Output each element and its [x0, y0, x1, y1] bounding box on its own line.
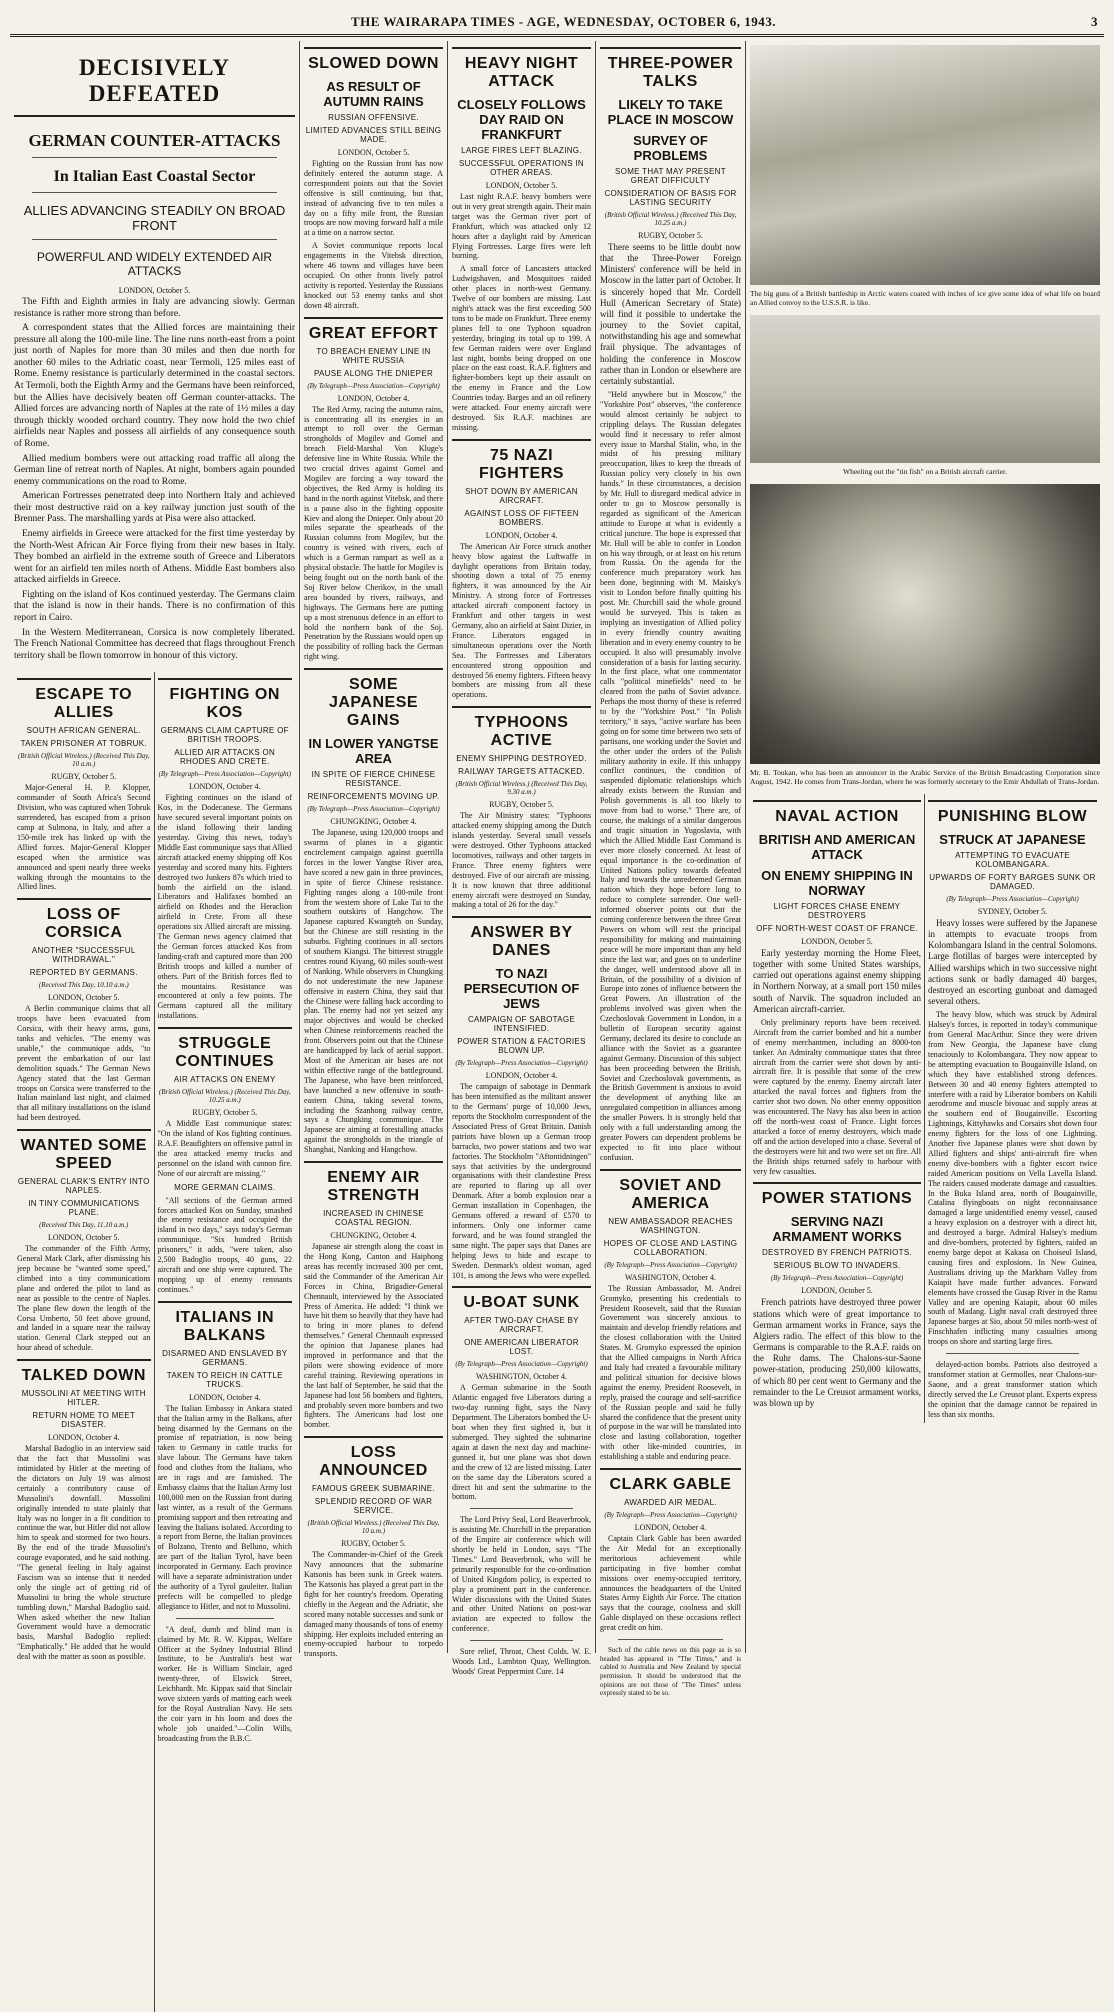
loss-dateline: RUGBY, October 5. — [341, 1539, 406, 1549]
uboat-dateline: WASHINGTON, October 4. — [476, 1372, 567, 1382]
talks-credit: (British Official Wireless.) (Received This Day, 10.25 a.m.) — [604, 211, 737, 227]
corsica-dateline: LONDON, October 5. — [47, 993, 120, 1003]
corsica-deck: ANOTHER "SUCCESSFUL WITHDRAWAL." — [31, 946, 136, 965]
struggle-deck: MORE GERMAN CLAIMS. — [174, 1182, 276, 1192]
nazi-deck: AGAINST LOSS OF FIFTEEN BOMBERS. — [464, 508, 579, 527]
slowed-deck: LIMITED ADVANCES STILL BEING MADE. — [305, 126, 442, 144]
balkans-body: "A deaf, dumb and blind man is claimed by Mr. R. W. Kippax, Welfare Officer at the Sydney Industrial Blind Institute, to be Australia's best war worker. He is William Sinclair, aged twenty-three, of Elswick Street, Leichhardt. Mr. Kippax said that Sinclair wove sixteen yards of matting each week for the Royal Australian Navy. He sets the coir yarn in his loom and does the whole job unaided."—Colin Wills, broadcasting from the B.B.C. — [157, 1624, 292, 1743]
bottom-subcolumns — [750, 794, 1100, 1423]
page-number: 3 — [1091, 14, 1098, 29]
loss-credit: (British Official Wireless.) (Received This Day, 10 a.m.) — [307, 1519, 440, 1536]
divider — [470, 1508, 573, 1509]
corsica-body: A Berlin communique claims that all troops have been evacuated from Corsica, with their heavy arms, guns, tanks and vehicles. "The enemy was unable," the communique adds, "to prevent the embarkation of our last demolition squads." The German News Agency stated that the last German troops on Corsica were transferred to the Italian mainland last night, and claimed that all military installations on the island had been destroyed. — [17, 1004, 151, 1123]
soviet-headline: SOVIET AND AMERICA — [600, 1169, 741, 1213]
japanese-headline: SOME JAPANESE GAINS — [304, 668, 443, 730]
speed-credit: (Received This Day, 11.10 a.m.) — [39, 1221, 129, 1230]
columns — [10, 41, 1104, 1743]
naval-dateline: LONDON, October 5. — [801, 937, 873, 946]
slowed-body: A Soviet communique reports local engagements in the Vitebsk direction, where 46 towns and villages have been occupied. On other fronts lively patrol activity is reported. Yesterday the Russians knocked out 53 enemy tanks and shot down 48 aircraft. — [304, 241, 443, 310]
power-headline: POWER STATIONS — [753, 1182, 921, 1208]
corsica-deck: REPORTED BY GERMANS. — [29, 968, 138, 978]
lead-subhead-2: In Italian East Coastal Sector — [53, 168, 256, 185]
effort-body: The Red Army, racing the autumn rains, is concentrating all its energies in an attempt to roll over the German strongholds of Mogilev and Gomel and breach Field-Marshal Von Kluge's defensive line in White Russia. While the two crucial drives against Gomel and Mogilev are forcing a way toward the objectives, the Red Army is holding its hand in the north against Vitebsk, and there is a pause also in the fighting opposite Kiev and along the Dnieper. Only about 20 miles separate the spearheads of the Russian columns from Mogilev, but the country is veined with rivers, each of which is a German rampart as well as a physical obstacle. The battle for Mogilev is being fought out on the north bank of the Soj River below Cherikov, in the small area bounded by rivers, railways, and highways. The Germans here are putting up a most strenuous defence in an effort to hold the northern bank of the Soj. Penetration by the Russians would open up the possibility of rolling back the German right wing. — [304, 404, 443, 662]
danes-deck: TO NAZI PERSECUTION OF JEWS — [463, 966, 580, 1012]
speed-deck: IN TINY COMMUNICATIONS PLANE. — [28, 1199, 140, 1218]
lead-deck-2: POWERFUL AND WIDELY EXTENDED AIR ATTACKS — [36, 250, 273, 278]
strength-deck: INCREASED IN CHINESE COASTAL REGION. — [323, 1209, 424, 1228]
danes-credit: (By Telegraph—Press Association—Copyright) — [455, 1059, 588, 1068]
danes-deck: POWER STATION & FACTORIES BLOWN UP. — [457, 1037, 586, 1056]
escape-deck: TAKEN PRISONER AT TOBRUK. — [20, 739, 147, 749]
struggle-headline: STRUGGLE CONTINUES — [158, 1027, 293, 1071]
naval-body: Only preliminary reports have been received. Aircraft from the carrier bombed and hit a number of enemy merchantmen, including an 8000-ton tanker. An Admiralty communique states that three aircraft from the carrier were shot down by anti-aircraft fire. It is possible that some of the crew were captured by the enemy. Enemy aircraft later attacked the naval forces and fighters from the carrier shot two down. No other enemy opposition was encountered. The Navy has also been in action off the north-west coast of France. Light forces attacked a force of enemy destroyers, which made off and the action developed into a chase. Several of the destroyers were hit and two were set on fire. All the British ships returned safely to harbour with very few casualties. — [753, 1017, 921, 1176]
talks-deck: SURVEY OF PROBLEMS — [633, 133, 708, 163]
gable-body: Captain Clark Gable has been awarded the Air Medal for an exceptionally meritorious achievement while participating in five bomber combat missions over enemy-occupied territory, announces the headquarters of the United States Army Eighth Air Force. The citation says that the courage, coolness and skill Gable displayed on these occasions reflect great credit on him. — [600, 1534, 741, 1633]
power-deck: DESTROYED BY FRENCH PATRIOTS. — [761, 1248, 913, 1258]
battleship-ice-photo — [750, 45, 1100, 285]
typhoons-headline: TYPHOONS ACTIVE — [452, 706, 591, 750]
speed-body: The commander of the Fifth Army, General Mark Clark, after dismissing his jeep because he "wanted some speed," climbed into a tiny communications plane and ordered the pilot to land as near as possible to the centre of Naples. The plane flew down the length of the Corsa Umberto, 50 feet above ground, and landed in a square near the railway station. General Clark stepped out an hour ahead of schedule. — [17, 1244, 151, 1353]
effort-deck: PAUSE ALONG THE DNIEPER — [313, 368, 434, 378]
talks-body: There seems to be little doubt now that the Three-Power Foreign Ministers' conference will be held in Moscow in the latter part of October. It is sincerely hoped that Mr. Cordell Hull (American Secretary of State) will find it possible to undertake the journey to the Soviet capital, notwithstanding his age and somewhat frail physique. The advantages of holding the conference in Moscow rather than in London or elsewhere are certainly substantial. — [600, 242, 741, 386]
soviet-dateline: WASHINGTON, October 4. — [625, 1272, 716, 1282]
column-2 — [300, 41, 448, 1659]
soviet-body: The Russian Ambassador, M. Andrei Gromyko, presenting his credentials to President Roosevelt, said that the Russian Government was sincerely anxious to maintain and develop friendly relations and the closest collaboration with the United States. M. Gromyko expressed the opinion that the Allied campaigns in North Africa and Italy had created a favourable military and political situation for decisive blows against the enemy. President Roosevelt, in reply, praised the courage and self-sacrifice of the Russian people and said he fully shared the confidence that the present unity of purpose in the war will be translated into close and lasting collaboration, together with other like-minded countries, in establishing a stable and enduring peace. — [600, 1283, 741, 1462]
heavy-deck: SUCCESSFUL OPERATIONS IN OTHER AREAS. — [459, 159, 584, 177]
struggle-dateline: RUGBY, October 5. — [192, 1108, 258, 1118]
power-credit: (By Telegraph—Press Association—Copyright) — [770, 1274, 904, 1283]
typhoons-deck: RAILWAY TARGETS ATTACKED. — [458, 767, 585, 777]
balkans-body: The Italian Embassy in Ankara stated that the Italian army in the Balkans, after being disarmed by the Germans on the promise of repatriation, is now being taken to Germany in cattle trucks for slave labour. The Germans have taken food and clothes from the Italians, who are in rags and are famished. The Embassy claims that the Italian Army lost 100,000 men on the Russian front during last winter, as a result of the Germans promising support and then retreating and leaving the Italians isolated. According to a report from Berne, the Italian provinces of Bolzano, Trento and Belluno, which are part of the Italian Tyrol, have been incorporated in Germany. Each province will have a separate administration under the authority of a Tyrol gauleiter. Italian prefects will be compelled to pledge allegiance to Hitler, and not to Mussolini. — [157, 1403, 292, 1611]
power-dateline: LONDON, October 5. — [801, 1286, 873, 1296]
escape-dateline: RUGBY, October 5. — [51, 772, 117, 782]
lead-paragraph: In the Western Mediterranean, Corsica is now completely liberated. The French National Committee has decreed that flags throughout French territory shall be flown tomorrow in honour of this victory. — [14, 627, 295, 661]
slowed-deck: AS RESULT OF AUTUMN RAINS — [323, 79, 424, 109]
column-lead — [10, 41, 300, 1743]
uboat-deck: AFTER TWO-DAY CHASE BY AIRCRAFT. — [464, 1316, 579, 1335]
lead-paragraph: The Fifth and Eighth armies in Italy are advancing slowly. German resistance is rather more strong than before. — [14, 297, 295, 319]
naval-deck: ON ENEMY SHIPPING IN NORWAY — [761, 868, 913, 898]
heavy-deck: CLOSELY FOLLOWS DAY RAID ON FRANKFURT — [457, 97, 586, 142]
soviet-deck: HOPES OF CLOSE AND LASTING COLLABORATION. — [603, 1238, 738, 1257]
uboat-headline: U-BOAT SUNK — [452, 1286, 591, 1312]
lead-paragraph: Allied medium bombers were out attacking road traffic all along the German line of retreat north of Naples. At night, bombers again pounded enemy communications on the road to Rome. — [14, 453, 295, 487]
naval-headline: NAVAL ACTION — [753, 800, 921, 826]
masthead-title: THE WAIRARAPA TIMES - AGE, WEDNESDAY, OCTOBER 6, 1943. — [350, 14, 777, 29]
speed-dateline: LONDON, October 5. — [47, 1233, 120, 1243]
typhoons-body: The Air Ministry states: "Typhoons attacked enemy shipping among the Dutch islands yesterday. Several small vessels were destroyed. Other Typhoons attacked locomotives, railways and other targets in France. Three enemy fighters were destroyed. Five of our aircraft are missing. It is now known that three additional enemy aircraft were destroyed on Sunday, making a total of 26 for the day." — [452, 811, 591, 910]
talks-body: "Held anywhere but in Moscow," the "Yorkshire Post" observes, "the conference would almost certainly be subject to crippling delays. The Russian delegates would find it necessary to refer almost every issue to Marshal Stalin, who, in the midst of his pressing military preoccupation, likes to keep the threads of Russian policy very closely in his own hands." In these circumstances, a decision by Mr. Hull to disregard medical advice in order to go to Moscow personally is regarded as significant of the American attitude to Europe at what is evidently a critical juncture. The hope is expressed that Mr. Hull will be able to confer in London on his way through, or at least on his return from Russia. On the agenda for the conference much preparatory work has been done, beginning with M. Maisky's visit to London before finally quitting his post. Mr. Churchill said the whole ground would be surveyed. This is taken as implying an investigation of Allied policy in every friendly country awaiting liberation and in every enemy country to be occupied. It also will presumably involve consideration of a basis for lasting security. In the first place, what one commentator calls "political minefields" need to be cleared from the paths of Soviet advance. Perhaps the most thorny of these is referred to by the "Yorkshire Post." "In Polish territory," it says, "active warfare has been going on for some time between two sets of partisans, one working under the Soviet and the other under the orders of the Polish military authority in exile. If this unhappy conflict continues, the condition of suspended diplomatic relationships which already exists between the Russian and Polish governments is all too likely to move from bad to worse." There are, of course, the makings of a similar dangerous and tragic situation in Yugoslavia, with which the Allied Middle East Command is ever more closely concerned. At least of equal importance is the co-ordination of United Nations policy towards defeated Italy and towards the unredeemed German nation which they hope before long to reduce to complete surrender. One well-informed observer points out that the coming conference between the three Great Powers on whom will rest the principal responsibility for making and maintaining peace will be more important than any held since the last war, and goes on to underline the danger, well understood above all in Britain, of the possibility of a division of Europe into zones of influence between the Great Powers. An illustration of the problems involved was given when the Czechoslovak Government in London, in a bulletin of European security against Germany, declared its desire to conclude an alliance with the Soviet as a guarantee against Germany. Discussion of this subject has been proceeding between the British, Soviet and Czechoslovak governments, as the British Government is anxious to avoid the development of anything like an unregulated competition in alliances among the smaller Powers. It is strongly held that only with a full understanding among the greater Powers can dependent problems be expected to fit into place without confusion. — [600, 390, 741, 1162]
loss-body: The Commander-in-Chief of the Greek Navy announces that the submarine Katsonis has been sunk in Greek waters. The Katsonis has played a great part in the fight for her country's freedom. Operating chiefly in the Aegean and the Adriatic, she scored many notable successes and sunk or damaged many thousands of tons of enemy shipping. Her exploits included entering an enemy-occupied harbour to torpedo transports. — [304, 1550, 443, 1659]
punishing-headline: PUNISHING BLOW — [928, 800, 1097, 826]
typhoons-dateline: RUGBY, October 5. — [489, 800, 554, 810]
heavy-dateline: LONDON, October 5. — [485, 181, 558, 190]
nazi-body: The American Air Force struck another heavy blow against the Luftwaffe in daylight operations from Britain today, shooting down a total of 75 enemy fighters, it was announced by the Air Ministry. A strong force of Fortresses attacked aircraft component factory in Frankfurt and other targets in west Germany, also an airfield at Saint Dizier, in France. Liberators engaged in simultaneous operations over the North Sea. The Fortresses and Liberators encountered strong opposition and destroyed 56 enemy fighters. Fifteen heavy bombers are missing from all these operations. — [452, 541, 591, 700]
balkans-headline: ITALIANS IN BALKANS — [158, 1301, 293, 1345]
balkans-deck: TAKEN TO REICH IN CATTLE TRUCKS. — [166, 1370, 283, 1389]
kos-credit: (By Telegraph—Press Association—Copyright) — [158, 770, 291, 779]
slowed-dateline: LONDON, October 5. — [337, 148, 410, 157]
talks-deck: LIKELY TO TAKE PLACE IN MOSCOW — [607, 97, 734, 127]
heavy-headline: HEAVY NIGHT ATTACK — [452, 47, 591, 91]
japanese-deck: IN SPITE OF FIERCE CHINESE RESISTANCE. — [311, 770, 436, 789]
danes-deck: CAMPAIGN OF SABOTAGE INTENSIFIED. — [467, 1015, 576, 1034]
uboat-credit: (By Telegraph—Press Association—Copyright) — [455, 1360, 588, 1369]
struggle-credit: (British Official Wireless.) (Received This Day, 10.25 a.m.) — [158, 1088, 291, 1105]
kos-body: Fighting continues on the island of Kos, in the Dodecanese. The Germans have secured several important points on the island following their landing yesterday. Giving this news, today's Middle East communique says that Allied aircraft attacked enemy shipping off Kos yesterday and scored many hits. Fighters destroyed two Junkers 87s which tried to bomb the airfield on the island. Liberators and Halifaxes bombed an airfield on Rhodes and the Heraclion airfield in Crete. From all these operations six Allied aircraft are missing. The German news agency claimed that the German forces attacked Kos from landing-craft and captured more than 200 British troops and killed a number of others. Part of the British forces fled to the mountains. Resistance was encountered at only a few points. The Germans captured all the military installations. — [157, 793, 292, 1021]
gable-dateline: LONDON, October 4. — [634, 1523, 707, 1533]
power-deck: SERVING NAZI ARMAMENT WORKS — [772, 1214, 902, 1245]
column-photos — [746, 41, 1104, 1653]
talks-deck: CONSIDERATION OF BASIS FOR LASTING SECURITY — [604, 189, 737, 207]
punishing-deck: UPWARDS OF FORTY BARGES SUNK OR DAMAGED. — [929, 873, 1096, 891]
column-3 — [448, 41, 596, 1676]
japanese-dateline: CHUNGKING, October 4. — [330, 817, 417, 827]
uboat-deck: ONE AMERICAN LIBERATOR LOST. — [464, 1338, 579, 1357]
lead-paragraph: Fighting on the island of Kos continued yesterday. The Germans claim that the island is now in their hands. There is no confirmation of this report in Cairo. — [14, 589, 295, 624]
effort-deck: TO BREACH ENEMY LINE IN WHITE RUSSIA — [316, 346, 431, 365]
slowed-deck: RUSSIAN OFFENSIVE. — [328, 113, 419, 122]
danes-dateline: LONDON, October 4. — [485, 1071, 558, 1081]
escape-deck: SOUTH AFRICAN GENERAL. — [26, 726, 141, 736]
kos-deck: ALLIED AIR ATTACKS ON RHODES AND CRETE. — [174, 748, 276, 767]
advertisement: Sure relief, Throat, Chest Colds. W. E. Woods Ltd., Lambton Quay, Wellington. Woods' Great Peppermint Cure. 14 — [452, 1647, 591, 1676]
lead-headline: DECISIVELY DEFEATED — [14, 55, 295, 117]
power-deck: SERIOUS BLOW TO INVADERS. — [773, 1261, 901, 1271]
punishing-credit: (By Telegraph—Press Association—Copyright) — [946, 895, 1079, 903]
photo-caption: The big guns of a British battleship in Arctic waters coated with inches of ice give some idea of what life on board an Allied convoy to the U.S.S.R. is like. — [750, 289, 1100, 307]
loss-headline: LOSS ANNOUNCED — [304, 1436, 443, 1480]
nazi-dateline: LONDON, October 4. — [485, 530, 558, 540]
loss-deck: SPLENDID RECORD OF WAR SERVICE. — [314, 1497, 433, 1516]
corsica-credit: (Received This Day, 10.10 a.m.) — [38, 981, 129, 990]
lead-dateline: LONDON, October 5. — [118, 286, 191, 295]
naval-deck: BRITISH AND AMERICAN ATTACK — [758, 832, 916, 862]
soviet-deck: NEW AMBASSADOR REACHES WASHINGTON. — [608, 1216, 733, 1235]
corsica-headline: LOSS OF CORSICA — [17, 898, 151, 942]
naval-deck: OFF NORTH-WEST COAST OF FRANCE. — [756, 924, 918, 933]
talked-deck: RETURN HOME TO MEET DISASTER. — [32, 1411, 136, 1430]
effort-credit: (By Telegraph—Press Association—Copyright) — [307, 381, 440, 390]
gable-deck: AWARDED AIR MEDAL. — [624, 1498, 717, 1508]
strength-dateline: CHUNGKING, October 4. — [330, 1231, 417, 1241]
punishing-dateline: SYDNEY, October 5. — [977, 907, 1048, 916]
strength-body: Japanese air strength along the coast in the Hong Kong, Canton and Haiphong areas has recently increased 300 per cent, said the Commander of the American Air Forces in China, Brigadier-General Chennault, interviewed by the Associated Press of America. He added: "I think we have hit them so heavily that they have had to bring in more planes to defend themselves." General Chennault expressed the opinion that Japanese planes had improved in performance and that the pilots were showing evidence of more careful training. Reviewing operations in the last half of September, he said that the Japanese had lost 56 bombers and fighters, and probably seven more bombers and two fighters. The Americans had lost one bomber. — [304, 1242, 443, 1430]
typhoons-credit: (British Official Wireless.) (Received This Day, 9.30 a.m.) — [455, 780, 588, 797]
divider — [946, 1353, 1079, 1354]
talks-headline: THREE-POWER TALKS — [600, 47, 741, 91]
talked-body: Marshal Badoglio in an interview said that the fact that Mussolini was intimidated by Hitler at the meeting of the dictators on July 19 was almost certainly a contributory cause of Mussolini's downfall. Mussolini originally intended to state plainly that Italy was no longer in a fit condition to continue the war, but Hitler did not allow him to speak and stormed for two hours. By the end of the tirade Mussolini's courage evaporated, and he said nothing. "The general feeling in Italy against Fascism was so intense that it needed only the single act of getting rid of Mussolini to bring the whole structure tumbling down," Marshal Badoglio said. When asked whether the new Italian Government would have a democratic basis, Marshal Badoglio replied: "Emphatically." He added that he would deal with the matter as soon as possible. — [17, 1444, 151, 1662]
lead-paragraph: American Fortresses penetrated deep into Northern Italy and achieved their most destructive raid on a key railway junction just south of the Brenner Pass. The marshalling yards at Pisa were also attacked. — [14, 491, 295, 525]
divider — [470, 1640, 573, 1641]
naval-body: Early yesterday morning the Home Fleet, together with some United States warships, carried out operations against enemy shipping in Northern Norway, at a small port 150 miles south of Narvik. The squadron included an American aircraft-carrier. — [753, 948, 921, 1014]
talked-deck: MUSSOLINI AT MEETING WITH HITLER. — [21, 1389, 146, 1408]
escape-credit: (British Official Wireless.) (Received This Day, 10 a.m.) — [17, 752, 150, 769]
lead-paragraph: A correspondent states that the Allied forces are maintaining their pressure all along the 100-mile line. The line runs north-east from a point just north of Naples for more than 30 miles and then due north for another 60 miles to the Adriatic coast, near Termoli, 125 miles east of Rome. Enemy resistance is particularly determined in the coastal sectors. At Termoli, both the Eighth Army and the Germans have been reinforced, but the Allies have decisively beaten off German counter-attacks. The Allied forces are advancing north of Naples at the rate of 1½ miles a day through thickly wooded orchard country. They now hold the two chief airfields near Naples and possess all airfields of any consequence south of Rome. — [14, 323, 295, 449]
naval-deck: LIGHT FORCES CHASE ENEMY DESTROYERS — [773, 902, 901, 920]
uboat-body: The Lord Privy Seal, Lord Beaverbrook, is assisting Mr. Churchill in the preparation of the Empire air conference which will shortly be held in London, says "The Times." Lord Beaverbrook, who will be primarily responsible for the co-ordination of United Kingdom policy, is expected to play a prominent part in the conference. Wider discussions with the United States and other United Nations on post-war aviation are expected to follow the conference. — [452, 1515, 591, 1634]
danes-headline: ANSWER BY DANES — [452, 916, 591, 960]
photo-caption: Wheeling out the "tin fish" on a British aircraft carrier. — [843, 467, 1007, 476]
speed-headline: WANTED SOME SPEED — [17, 1129, 151, 1173]
struggle-deck: AIR ATTACKS ON ENEMY — [173, 1075, 276, 1085]
punishing-deck: STRUCK AT JAPANESE — [939, 832, 1086, 847]
japanese-deck: IN LOWER YANGTSE AREA — [308, 736, 439, 767]
gable-credit: (By Telegraph—Press Association—Copyright) — [604, 1511, 737, 1520]
strength-headline: ENEMY AIR STRENGTH — [304, 1161, 443, 1205]
talks-deck: SOME THAT MAY PRESENT GREAT DIFFICULTY — [615, 167, 726, 185]
japanese-credit: (By Telegraph—Press Association—Copyright) — [307, 805, 440, 814]
speed-deck: GENERAL CLARK'S ENTRY INTO NAPLES. — [17, 1177, 150, 1196]
typhoons-deck: ENEMY SHIPPING DESTROYED. — [456, 754, 587, 764]
escape-headline: ESCAPE TO ALLIES — [17, 678, 151, 722]
slowed-headline: SLOWED DOWN — [304, 47, 443, 73]
heavy-body: A small force of Lancasters attacked Ludwigshaven, and Mosquitoes raided other places in north-west Germany. Twelve of our bombers are missing. Last night's attack was the first exceeding 500 tons to be made on Frankfurt. Three enemy planes fell to one Typhoon squadron yesterday, bringing its total up to 199. A few German raiders were over England last night, bombs being dropped on one place on the east coast. R.A.F. fighters and fighter-bombers kept up their assault on the enemy in France and the Low Countries today. Barges and an oil refinery were attacked. Four enemy aircraft were destroyed. Six R.A.F. machines are missing. — [452, 264, 591, 432]
japanese-body: The Japanese, using 120,000 troops and swarms of planes in a gigantic encirclement campaign against guerrilla forces in the lower Yangtse River area, have scored a new gain in three provinces, in spite of fierce Chinese resistance. Fighting ranges along a 100-mile front from the western shore of Lake Tai to the southern outskirts of Hangchow. The Japanese captured Kwangteh on Sunday, but the Chinese are still resisting in the suburbs. Fighting continues in all sectors of southern Kiangsi. The bitterest struggle centres round Kiyang, 60 miles south-west of Nanking. While observers in Chungking do not underestimate the new Japanese offensive in eastern China, they said that the Chinese were falling back according to plan. The enemy had not yet seized any major objectives and would be checked when Chinese reinforcements reached the front. Observers point out that the Chinese are handicapped by lack of aerial support. Most of the American air bases are not within effective range of the battleground. The Japanese, who have been reinforced, have launched a new offensive in south-eastern China, taking several towns, including the Szanhong railway centre, says a Chungking communique. The Japanese are aiming at forestalling attacks against the strongholds in the triangle of Shanghai, Nanking and Hangchow. — [304, 828, 443, 1155]
subcolumn-naval — [750, 794, 925, 1423]
danes-body: The campaign of sabotage in Denmark has been intensified as the militant answer to the Germans' purge of 10,000 Jews, reports the Stockholm correspondent of the Associated Press of Great Britain. Danish patriots have blown up a German troop barracks, two power stations and two war factories. The Stockholm "Aftontidningen" says that activities by the underground organisations with their clandestine Press are reported to flaring up all over Denmark. After a bomb explosion near a German installation in Copenhagen, the Germans offered a reward of £570 to informers. Only one informer came forward, and he was found strangled the same night. The paper says that Danes are helping Jews to hide and escape to Sweden. Denmark's oldest woman, aged 101, is among the Jews who were expelled. — [452, 1082, 591, 1280]
effort-headline: GREAT EFFORT — [304, 317, 443, 343]
loss-deck: FAMOUS GREEK SUBMARINE. — [312, 1484, 435, 1494]
divider — [32, 192, 277, 193]
gable-headline: CLARK GABLE — [600, 1468, 741, 1494]
heavy-body: Last night R.A.F. heavy bombers were out in very great strength again. Their main target was the German river port of Frankfurt, which was attacked only 12 hours after a daylight raid by American Flying Fortresses. Large fires were left burning. — [452, 192, 591, 261]
lead-deck-1: ALLIES ADVANCING STEADILY ON BROAD FRONT — [23, 203, 286, 233]
japanese-deck: REINFORCEMENTS MOVING UP. — [307, 792, 440, 802]
uboat-body: A German submarine in the South Atlantic engaged five Liberators during a two-day running fight, says the Navy Department. The Liberators bombed the U-boat when they first sighted it, but it submerged. They sighted the submarine again at dawn the next day and machine-gunned it, but one plane was shot down and the crew of 12 are listed missing. Later on the same day the Liberators scored a direct hit and sent the submarine to the bottom. — [452, 1383, 591, 1502]
kos-deck: GERMANS CLAIM CAPTURE OF BRITISH TROOPS. — [160, 726, 289, 745]
balkans-dateline: LONDON, October 4. — [188, 1392, 261, 1402]
subcolumn-punishing — [925, 794, 1100, 1423]
talked-headline: TALKED DOWN — [17, 1359, 151, 1385]
talks-dateline: RUGBY, October 5. — [638, 231, 703, 240]
punishing-body: The heavy blow, which was struck by Admiral Halsey's forces, is reported in today's communique from General MacArthur. Since they were driven from New Georgia, the Japanese have clung tenaciously to Kolombangara. They now appear to be attempting evacuation to Bougainville Island, on which they have established strong defences. Between 30 and 40 enemy fighters attempted to interfere with a raid by Liberator bombers on Kahili aerodrome and muscle bivouac and supply areas at the southern end of Bougainville. Escorting Lightnings, Kittyhawks and Corsairs shot down four enemy fighters for the loss of one Lightning. Another five Japanese planes were shot down by Allied fighters and ships' anti-aircraft fire when enemy dive-bombers with a fighter escort twice raided American positions on Vella Lavella Island. The raiders caused moderate damage and casualties. In the Buka Island area, north of Bougainville, Catalina flyingboats on night reconnaissance damaged a large unidentified enemy vessel, caused a heavy explosion on a destroyer with a direct hit, and destroyed a barge. Admiral Halsey's medium and dive-bombers, protected by fighters, raided an enemy barge depot at Kakasa on Choiseul Island, causing fires and explosions. In New Guinea, Australians driving up the Markham Valley from Kaiapit have made further advances. Forward elements have crossed the Gusap River in the Ramu Valley and are opening Kaiapit, about 60 miles south of Madang. Light naval craft destroyed three Japanese barges at Sio, about 50 miles north-west of Finschhafen inflicting many casualties among troops on shore and starting large fires. — [928, 1010, 1097, 1347]
effort-dateline: LONDON, October 4. — [337, 393, 410, 403]
slowed-body: Fighting on the Russian front has now definitely entered the autumn stage. A correspondent points out that the Soviet offensive is still continuing, but that, instead of advancing five to ten miles a day on a fifty mile front, the Russian troops are now moving forward half a mile at a time on a narrow sector. — [304, 159, 443, 238]
struggle-body: A Middle East communique states: "On the island of Kos fighting continues. R.A.F. Beaufighters on offensive patrol in the area attacked enemy trucks and personnel on the island with cannon fire. None of our aircraft are missing." — [157, 1119, 292, 1178]
subcolumn-right — [155, 672, 296, 2012]
announcer-portrait-photo — [750, 484, 1100, 764]
power-body: French patriots have destroyed three power stations which were of great importance to German armament works in France, says the Algiers radio. The effect of this blow to the Germans is comparable to the R.A.F. raids on the Ruhr dams. The Chalons-sur-Saone power-station, producing 250,000 kilowatts, of which 80 per cent went to Germany and the remainder to the Le Creusot armament works, was blown up by — [753, 1297, 921, 1408]
heavy-deck: LARGE FIRES LEFT BLAZING. — [461, 146, 582, 155]
masthead — [10, 6, 1104, 37]
punishing-deck: ATTEMPTING TO EVACUATE KOLOMBANGARA. — [955, 851, 1070, 869]
times-notice: Such of the cable news on this page as is so headed has appeared in "The Times," and is cabled to Australia and New Zealand by special permission. It should be understood that the opinions are not those of "The Times" unless expressly stated to be so. — [600, 1646, 741, 1698]
soviet-credit: (By Telegraph—Press Association—Copyright) — [604, 1260, 737, 1269]
column-4 — [596, 41, 746, 1698]
photo-caption: Mr. B. Toukan, who has been an announcer in the Arabic Service of the British Broadcasting Corporation since August, 1942. He comes from Trans-Jordan, where he was formerly secretary to the Emir Abdullah of Trans-Jordan. — [750, 768, 1100, 786]
escape-body: Major-General H. P. Klopper, commander of South Africa's Second Division, who was captured when Tobruk surrendered, has escaped from a prison camp at Sulmona, in Italy, and after a 150-mile trek has linked up with the Allied forces. Major-General Klopper escaped when the armistice was announced and spent nearly three weeks walking through the mountains to the Allied lines. — [17, 783, 151, 892]
aircraft-carrier-photo — [750, 315, 1100, 463]
struggle-body: "All sections of the German armed forces attacked Kos on Sunday, smashed the enemy resistance and occupied the island in two days," says today's German communique. "Six hundred British prisoners," it adds, "were taken, also 2,500 Badoglio troops, 40 guns, 22 aircraft and one ship were captured. The mopping up of enemy remnants continues." — [157, 1195, 292, 1294]
kos-dateline: LONDON, October 4. — [188, 782, 261, 792]
lead-body — [14, 297, 295, 662]
talked-dateline: LONDON, October 4. — [47, 1433, 120, 1443]
subcolumn-left — [14, 672, 155, 2012]
divider — [32, 157, 277, 158]
lead-subhead-1: GERMAN COUNTER-ATTACKS — [28, 131, 281, 150]
kos-headline: FIGHTING ON KOS — [158, 678, 293, 722]
power-continued-body: delayed-action bombs. Patriots also destroyed a transformer station at Germolles, near Chalons-sur-Saone, and a great transformer station which directly served the Le Creusot plant. Experts express the opinion that the damage cannot be repaired in less than six months. — [928, 1360, 1097, 1419]
nazi-headline: 75 NAZI FIGHTERS — [452, 439, 591, 483]
divider — [618, 1639, 723, 1640]
balkans-deck: DISARMED AND ENSLAVED BY GERMANS. — [162, 1348, 288, 1367]
punishing-body: Heavy losses were suffered by the Japanese in attempts to evacuate troops from Kolombangara Island in the central Solomons. Large flotillas of barges were intercepted by Allied warships which in two successive night actions sunk or badly damaged 40 barges, destroyed an escorting gunboat and damaged several others. — [928, 918, 1097, 1007]
nazi-deck: SHOT DOWN BY AMERICAN AIRCRAFT. — [465, 486, 578, 505]
lead-paragraph: Enemy airfields in Greece were attacked for the first time yesterday by the North-West African Air Force flying from their new bases in Italy. They bombed an airfield in the extreme south of Greece and Liberators went for an airfield ten miles north of Athens. Middle East bombers also attacked airfields in Greece. — [14, 528, 295, 586]
divider — [176, 1618, 275, 1619]
divider — [32, 239, 277, 240]
lead-subcolumns — [14, 672, 295, 2012]
